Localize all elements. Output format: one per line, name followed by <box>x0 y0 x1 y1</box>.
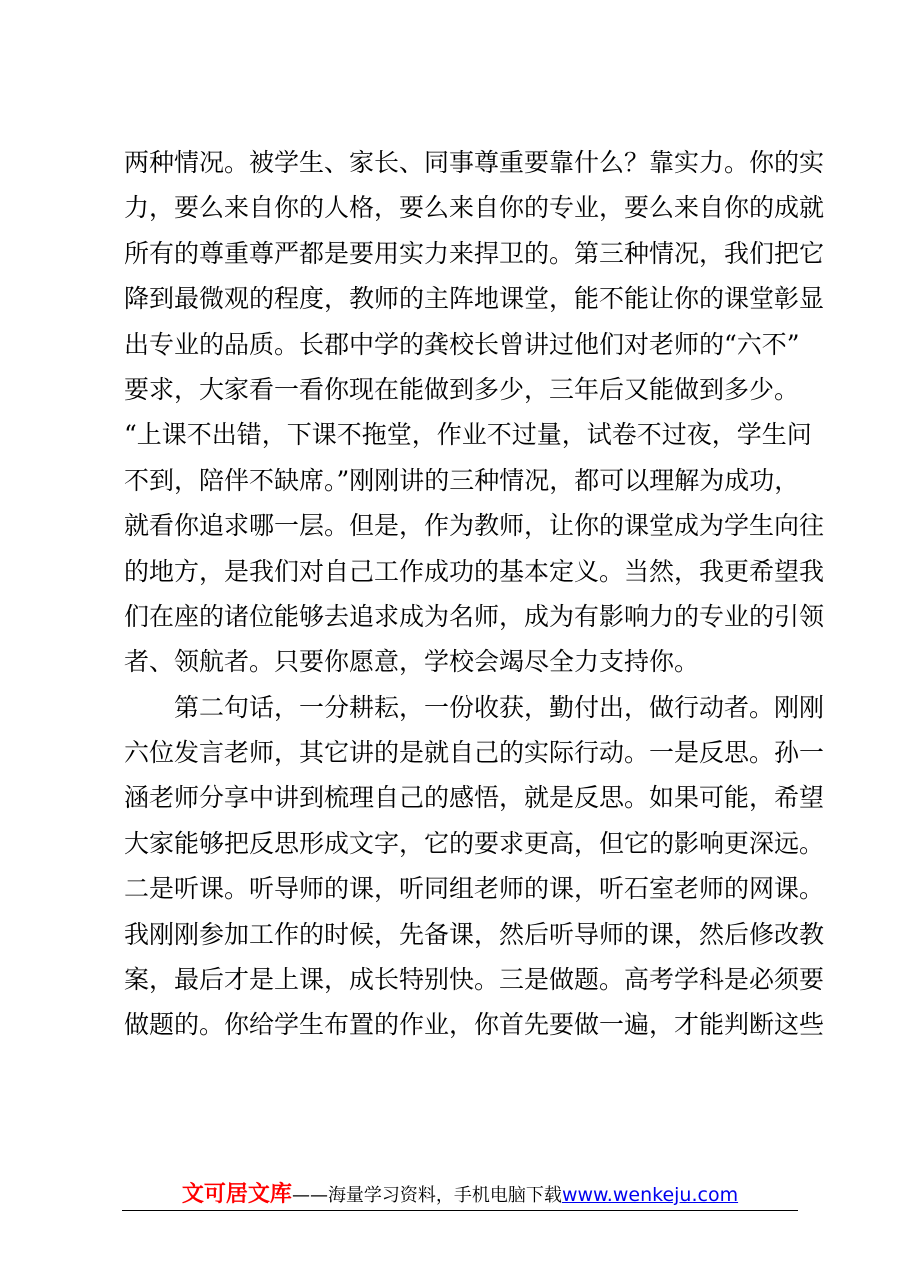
text-line: 不到，陪伴不缺席。”刚刚讲的三种情况，都可以理解为成功， <box>124 465 800 495</box>
text-line: 两种情况。被学生、家长、同事尊重要靠什么？靠实力。你的实 <box>124 148 825 177</box>
text-line: 我刚刚参加工作的时候，先备课，然后听导师的课，然后修改教 <box>124 919 825 949</box>
text-line: 出专业的品质。长郡中学的龚校长曾讲过他们对老师的“六不” <box>124 329 800 359</box>
page-footer <box>122 1180 798 1211</box>
footer-divider <box>122 1210 798 1211</box>
text-line: 力，要么来自你的人格，要么来自你的专业，要么来自你的成就 <box>124 193 825 223</box>
footer-tagline: ——海量学习资料，手机电脑下载 <box>291 1185 562 1206</box>
document-body <box>124 140 825 1048</box>
text-line: 的地方，是我们对自己工作成功的基本定义。当然，我更希望我 <box>124 556 825 586</box>
text-line: 案，最后才是上课，成长特别快。三是做题。高考学科是必须要 <box>124 965 825 995</box>
footer-site-link[interactable]: www.wenkeju.com <box>561 1184 739 1206</box>
text-line: 涵老师分享中讲到梳理自己的感悟，就是反思。如果可能，希望 <box>124 783 825 813</box>
text-line: 者、领航者。只要你愿意，学校会竭尽全力支持你。 <box>124 647 700 677</box>
text-line: “上课不出错，下课不拖堂，作业不过量，试卷不过夜，学生问 <box>124 420 812 450</box>
text-line: 就看你追求哪一层。但是，作为教师，让你的课堂成为学生向往 <box>124 511 825 541</box>
text-line: 六位发言老师，其它讲的是就自己的实际行动。一是反思。孙一 <box>124 738 825 768</box>
text-line: 降到最微观的程度，教师的主阵地课堂，能不能让你的课堂彰显 <box>124 284 825 314</box>
text-line: 们在座的诸位能够去追求成为名师，成为有影响力的专业的引领 <box>124 601 825 631</box>
text-line: 二是听课。听导师的课，听同组老师的课，听石室老师的网课。 <box>124 874 825 904</box>
text-line: 所有的尊重尊严都是要用实力来捍卫的。第三种情况，我们把它 <box>124 238 825 268</box>
paragraph-first-line: 第二句话，一分耕耘，一份收获，勤付出，做行动者。刚刚 <box>174 692 825 722</box>
text-line: 做题的。你给学生布置的作业，你首先要做一遍，才能判断这些 <box>124 1010 825 1040</box>
footer-brand: 文可居文库 <box>181 1182 292 1207</box>
text-line: 要求，大家看一看你现在能做到多少，三年后又能做到多少。 <box>124 374 800 404</box>
text-line: 大家能够把反思形成文字，它的要求更高，但它的影响更深远。 <box>124 828 825 858</box>
